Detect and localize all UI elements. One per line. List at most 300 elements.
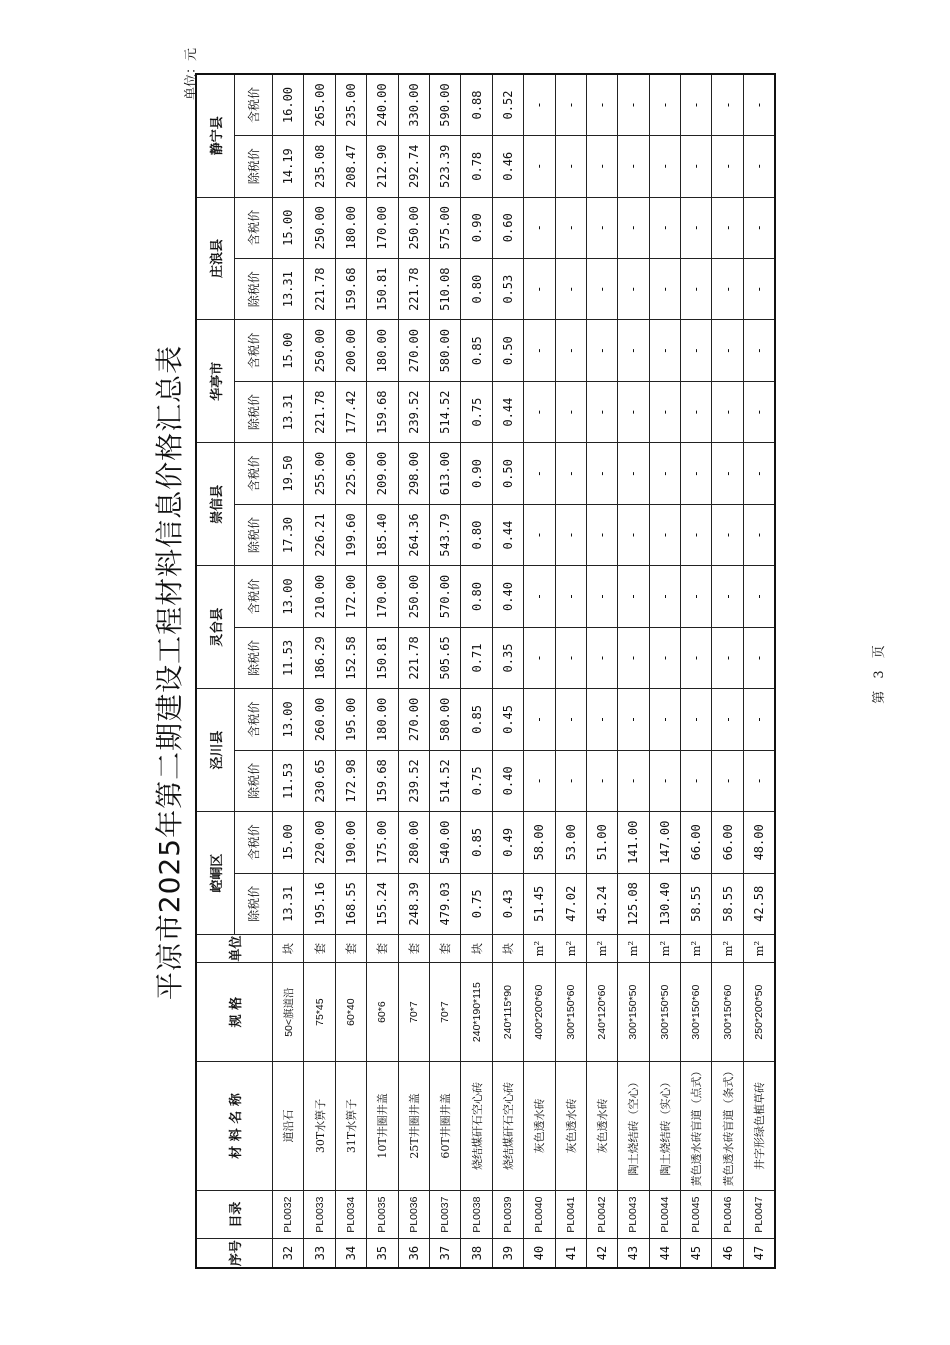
row-unit-cell: 套 bbox=[398, 935, 429, 963]
price-incl-tax-cell: - bbox=[681, 443, 712, 504]
price-incl-tax-cell: - bbox=[524, 197, 555, 258]
header-incl-tax: 含税价 bbox=[235, 443, 273, 504]
price-incl-tax-cell: 330.00 bbox=[398, 74, 429, 136]
price-excl-tax-cell: 159.68 bbox=[367, 750, 398, 811]
price-excl-tax-cell: - bbox=[555, 627, 586, 688]
header-region: 静宁县 bbox=[196, 74, 235, 197]
price-incl-tax-cell: - bbox=[649, 566, 680, 627]
price-incl-tax-cell: - bbox=[586, 74, 617, 136]
price-excl-tax-cell: 125.08 bbox=[618, 873, 649, 934]
header-incl-tax: 含税价 bbox=[235, 566, 273, 627]
row-code-cell: PL0032 bbox=[273, 1190, 304, 1238]
price-excl-tax-cell: - bbox=[681, 504, 712, 565]
row-spec-cell: 300*150*50 bbox=[649, 963, 680, 1062]
row-unit-cell: 套 bbox=[335, 935, 366, 963]
price-incl-tax-cell: - bbox=[618, 320, 649, 381]
row-code-cell: PL0042 bbox=[586, 1190, 617, 1238]
row-unit-cell: 套 bbox=[367, 935, 398, 963]
row-code-cell: PL0047 bbox=[743, 1190, 775, 1238]
header-incl-tax: 含税价 bbox=[235, 812, 273, 873]
price-excl-tax-cell: 0.78 bbox=[461, 136, 492, 197]
price-excl-tax-cell: - bbox=[524, 258, 555, 319]
row-seq-cell: 46 bbox=[712, 1239, 743, 1268]
row-name-cell: 黄色透水砖盲道（点式） bbox=[681, 1061, 712, 1190]
row-seq-cell: 36 bbox=[398, 1239, 429, 1268]
price-incl-tax-cell: 13.00 bbox=[273, 689, 304, 750]
price-incl-tax-cell: 255.00 bbox=[304, 443, 335, 504]
table-row bbox=[461, 74, 492, 1268]
price-excl-tax-cell: - bbox=[743, 258, 775, 319]
price-incl-tax-cell: - bbox=[555, 320, 586, 381]
row-seq-cell: 34 bbox=[335, 1239, 366, 1268]
row-code-cell: PL0040 bbox=[524, 1190, 555, 1238]
price-excl-tax-cell: 226.21 bbox=[304, 504, 335, 565]
price-excl-tax-cell: 248.39 bbox=[398, 873, 429, 934]
price-incl-tax-cell: - bbox=[524, 566, 555, 627]
table-row bbox=[335, 74, 366, 1268]
row-unit-cell: m² bbox=[586, 935, 617, 963]
price-excl-tax-cell: - bbox=[712, 381, 743, 442]
price-incl-tax-cell: - bbox=[618, 566, 649, 627]
price-excl-tax-cell: - bbox=[555, 136, 586, 197]
price-excl-tax-cell: 177.42 bbox=[335, 381, 366, 442]
row-seq-cell: 44 bbox=[649, 1239, 680, 1268]
page-title: 平凉市2025年第二期建设工程材料信息价格汇总表 bbox=[153, 344, 186, 1001]
row-unit-cell: m² bbox=[649, 935, 680, 963]
price-excl-tax-cell: 0.44 bbox=[492, 504, 523, 565]
row-unit-cell: 套 bbox=[429, 935, 460, 963]
price-incl-tax-cell: 66.00 bbox=[681, 812, 712, 873]
price-incl-tax-cell: 190.00 bbox=[335, 812, 366, 873]
row-spec-cell: 300*150*60 bbox=[712, 963, 743, 1062]
price-excl-tax-cell: 0.35 bbox=[492, 627, 523, 688]
price-excl-tax-cell: 58.55 bbox=[712, 873, 743, 934]
row-seq-cell: 47 bbox=[743, 1239, 775, 1268]
row-name-cell: 25T井圈井盖 bbox=[398, 1061, 429, 1190]
price-excl-tax-cell: 150.81 bbox=[367, 627, 398, 688]
row-seq-cell: 43 bbox=[618, 1239, 649, 1268]
price-excl-tax-cell: 58.55 bbox=[681, 873, 712, 934]
price-incl-tax-cell: - bbox=[681, 320, 712, 381]
price-incl-tax-cell: 225.00 bbox=[335, 443, 366, 504]
price-incl-tax-cell: 250.00 bbox=[398, 197, 429, 258]
price-excl-tax-cell: 130.40 bbox=[649, 873, 680, 934]
table-row bbox=[681, 74, 712, 1268]
price-incl-tax-cell: 13.00 bbox=[273, 566, 304, 627]
table-row bbox=[304, 74, 335, 1268]
row-name-cell: 31T水箅子 bbox=[335, 1061, 366, 1190]
header-seq: 序号 bbox=[196, 1239, 273, 1268]
price-excl-tax-cell: - bbox=[681, 750, 712, 811]
price-incl-tax-cell: 0.85 bbox=[461, 320, 492, 381]
price-excl-tax-cell: - bbox=[555, 750, 586, 811]
price-incl-tax-cell: - bbox=[743, 74, 775, 136]
row-spec-cell: 240*115*90 bbox=[492, 963, 523, 1062]
price-incl-tax-cell: - bbox=[649, 197, 680, 258]
price-excl-tax-cell: 514.52 bbox=[429, 381, 460, 442]
price-incl-tax-cell: - bbox=[743, 320, 775, 381]
row-seq-cell: 40 bbox=[524, 1239, 555, 1268]
header-excl-tax: 除税价 bbox=[235, 136, 273, 197]
price-incl-tax-cell: - bbox=[524, 74, 555, 136]
table-row bbox=[555, 74, 586, 1268]
price-excl-tax-cell: 221.78 bbox=[398, 627, 429, 688]
price-incl-tax-cell: 613.00 bbox=[429, 443, 460, 504]
price-incl-tax-cell: - bbox=[681, 74, 712, 136]
price-incl-tax-cell: 575.00 bbox=[429, 197, 460, 258]
price-excl-tax-cell: - bbox=[743, 627, 775, 688]
price-excl-tax-cell: 150.81 bbox=[367, 258, 398, 319]
header-region: 灵台县 bbox=[196, 566, 235, 689]
price-excl-tax-cell: 17.30 bbox=[273, 504, 304, 565]
price-excl-tax-cell: 0.75 bbox=[461, 750, 492, 811]
header-incl-tax: 含税价 bbox=[235, 74, 273, 136]
price-excl-tax-cell: - bbox=[649, 627, 680, 688]
price-excl-tax-cell: 159.68 bbox=[335, 258, 366, 319]
price-incl-tax-cell: 170.00 bbox=[367, 566, 398, 627]
row-code-cell: PL0035 bbox=[367, 1190, 398, 1238]
price-incl-tax-cell: 0.50 bbox=[492, 320, 523, 381]
table-row bbox=[618, 74, 649, 1268]
header-excl-tax: 除税价 bbox=[235, 750, 273, 811]
price-excl-tax-cell: - bbox=[618, 136, 649, 197]
row-unit-cell: m² bbox=[681, 935, 712, 963]
price-incl-tax-cell: 147.00 bbox=[649, 812, 680, 873]
row-seq-cell: 38 bbox=[461, 1239, 492, 1268]
price-excl-tax-cell: - bbox=[743, 504, 775, 565]
header-region: 庄浪县 bbox=[196, 197, 235, 320]
price-excl-tax-cell: - bbox=[649, 258, 680, 319]
row-spec-cell: 300*150*60 bbox=[555, 963, 586, 1062]
row-code-cell: PL0039 bbox=[492, 1190, 523, 1238]
price-incl-tax-cell: 0.49 bbox=[492, 812, 523, 873]
row-unit-cell: 块 bbox=[273, 935, 304, 963]
price-excl-tax-cell: 221.78 bbox=[304, 258, 335, 319]
price-excl-tax-cell: - bbox=[618, 504, 649, 565]
price-incl-tax-cell: 0.40 bbox=[492, 566, 523, 627]
header-region: 华亭市 bbox=[196, 320, 235, 443]
row-unit-cell: m² bbox=[712, 935, 743, 963]
price-incl-tax-cell: 51.00 bbox=[586, 812, 617, 873]
row-unit-cell: 套 bbox=[304, 935, 335, 963]
price-excl-tax-cell: 292.74 bbox=[398, 136, 429, 197]
row-spec-cell: 70*7 bbox=[398, 963, 429, 1062]
price-incl-tax-cell: 0.85 bbox=[461, 689, 492, 750]
price-incl-tax-cell: - bbox=[524, 443, 555, 504]
price-excl-tax-cell: - bbox=[586, 504, 617, 565]
price-incl-tax-cell: 260.00 bbox=[304, 689, 335, 750]
price-excl-tax-cell: 212.90 bbox=[367, 136, 398, 197]
header-excl-tax: 除税价 bbox=[235, 381, 273, 442]
price-excl-tax-cell: 0.71 bbox=[461, 627, 492, 688]
price-incl-tax-cell: - bbox=[649, 689, 680, 750]
price-excl-tax-cell: 13.31 bbox=[273, 258, 304, 319]
row-seq-cell: 42 bbox=[586, 1239, 617, 1268]
price-incl-tax-cell: - bbox=[649, 74, 680, 136]
row-spec-cell: 250*200*50 bbox=[743, 963, 775, 1062]
price-excl-tax-cell: 0.80 bbox=[461, 504, 492, 565]
price-incl-tax-cell: 540.00 bbox=[429, 812, 460, 873]
table-row bbox=[367, 74, 398, 1268]
price-incl-tax-cell: - bbox=[712, 320, 743, 381]
header-name: 材 料 名 称 bbox=[196, 1061, 273, 1190]
price-incl-tax-cell: 195.00 bbox=[335, 689, 366, 750]
price-incl-tax-cell: - bbox=[618, 689, 649, 750]
row-name-cell: 道沿石 bbox=[273, 1061, 304, 1190]
price-incl-tax-cell: 180.00 bbox=[335, 197, 366, 258]
price-table bbox=[195, 73, 776, 1269]
price-excl-tax-cell: 13.31 bbox=[273, 381, 304, 442]
row-unit-cell: m² bbox=[555, 935, 586, 963]
price-incl-tax-cell: - bbox=[618, 197, 649, 258]
row-spec-cell: 300*150*60 bbox=[681, 963, 712, 1062]
price-excl-tax-cell: 199.60 bbox=[335, 504, 366, 565]
price-excl-tax-cell: 0.40 bbox=[492, 750, 523, 811]
price-incl-tax-cell: - bbox=[586, 320, 617, 381]
price-incl-tax-cell: 590.00 bbox=[429, 74, 460, 136]
table-body bbox=[273, 74, 776, 1268]
price-incl-tax-cell: 210.00 bbox=[304, 566, 335, 627]
price-excl-tax-cell: 239.52 bbox=[398, 381, 429, 442]
price-excl-tax-cell: - bbox=[586, 627, 617, 688]
header-incl-tax: 含税价 bbox=[235, 320, 273, 381]
price-excl-tax-cell: - bbox=[524, 627, 555, 688]
row-spec-cell: 60*40 bbox=[335, 963, 366, 1062]
price-incl-tax-cell: - bbox=[524, 320, 555, 381]
price-excl-tax-cell: - bbox=[524, 504, 555, 565]
price-incl-tax-cell: 19.50 bbox=[273, 443, 304, 504]
price-excl-tax-cell: - bbox=[681, 381, 712, 442]
price-incl-tax-cell: 15.00 bbox=[273, 812, 304, 873]
header-region: 崆峒区 bbox=[196, 812, 235, 935]
price-excl-tax-cell: - bbox=[524, 381, 555, 442]
row-seq-cell: 32 bbox=[273, 1239, 304, 1268]
price-excl-tax-cell: - bbox=[681, 258, 712, 319]
price-incl-tax-cell: - bbox=[712, 443, 743, 504]
row-code-cell: PL0034 bbox=[335, 1190, 366, 1238]
price-excl-tax-cell: 523.39 bbox=[429, 136, 460, 197]
row-unit-cell: m² bbox=[743, 935, 775, 963]
row-name-cell: 黄色透水砖盲道（条式） bbox=[712, 1061, 743, 1190]
price-incl-tax-cell: - bbox=[586, 197, 617, 258]
header-region: 崇信县 bbox=[196, 443, 235, 566]
price-incl-tax-cell: 170.00 bbox=[367, 197, 398, 258]
price-incl-tax-cell: 53.00 bbox=[555, 812, 586, 873]
price-incl-tax-cell: 580.00 bbox=[429, 320, 460, 381]
row-spec-cell: 75*45 bbox=[304, 963, 335, 1062]
price-excl-tax-cell: 208.47 bbox=[335, 136, 366, 197]
price-excl-tax-cell: 195.16 bbox=[304, 873, 335, 934]
price-excl-tax-cell: 51.45 bbox=[524, 873, 555, 934]
row-seq-cell: 35 bbox=[367, 1239, 398, 1268]
table-row bbox=[524, 74, 555, 1268]
row-spec-cell: 240*120*60 bbox=[586, 963, 617, 1062]
price-excl-tax-cell: 221.78 bbox=[398, 258, 429, 319]
header-excl-tax: 除税价 bbox=[235, 873, 273, 934]
price-incl-tax-cell: 235.00 bbox=[335, 74, 366, 136]
price-excl-tax-cell: 45.24 bbox=[586, 873, 617, 934]
price-incl-tax-cell: - bbox=[681, 197, 712, 258]
price-excl-tax-cell: - bbox=[618, 381, 649, 442]
price-incl-tax-cell: 580.00 bbox=[429, 689, 460, 750]
price-incl-tax-cell: - bbox=[618, 74, 649, 136]
price-excl-tax-cell: 11.53 bbox=[273, 750, 304, 811]
price-excl-tax-cell: 14.19 bbox=[273, 136, 304, 197]
price-incl-tax-cell: 270.00 bbox=[398, 689, 429, 750]
price-excl-tax-cell: 42.58 bbox=[743, 873, 775, 934]
table-row bbox=[649, 74, 680, 1268]
price-incl-tax-cell: - bbox=[555, 74, 586, 136]
price-excl-tax-cell: - bbox=[712, 258, 743, 319]
row-seq-cell: 45 bbox=[681, 1239, 712, 1268]
price-excl-tax-cell: - bbox=[586, 381, 617, 442]
row-code-cell: PL0033 bbox=[304, 1190, 335, 1238]
row-name-cell: 烧结煤矸石空心砖 bbox=[461, 1061, 492, 1190]
price-incl-tax-cell: - bbox=[681, 689, 712, 750]
row-name-cell: 井字形绿色植草砖 bbox=[743, 1061, 775, 1190]
row-seq-cell: 39 bbox=[492, 1239, 523, 1268]
price-incl-tax-cell: 200.00 bbox=[335, 320, 366, 381]
page-number: 第 3 页 bbox=[872, 641, 887, 704]
price-incl-tax-cell: 175.00 bbox=[367, 812, 398, 873]
header-incl-tax: 含税价 bbox=[235, 689, 273, 750]
row-name-cell: 陶土烧结砖（实心） bbox=[649, 1061, 680, 1190]
price-excl-tax-cell: - bbox=[681, 627, 712, 688]
table-row bbox=[429, 74, 460, 1268]
price-excl-tax-cell: - bbox=[649, 381, 680, 442]
price-excl-tax-cell: - bbox=[586, 136, 617, 197]
price-excl-tax-cell: - bbox=[649, 136, 680, 197]
price-excl-tax-cell: 0.43 bbox=[492, 873, 523, 934]
price-incl-tax-cell: 250.00 bbox=[398, 566, 429, 627]
row-code-cell: PL0044 bbox=[649, 1190, 680, 1238]
table-row bbox=[398, 74, 429, 1268]
row-unit-cell: m² bbox=[524, 935, 555, 963]
price-incl-tax-cell: 250.00 bbox=[304, 320, 335, 381]
price-incl-tax-cell: 240.00 bbox=[367, 74, 398, 136]
price-incl-tax-cell: 0.45 bbox=[492, 689, 523, 750]
row-seq-cell: 33 bbox=[304, 1239, 335, 1268]
row-name-cell: 灰色透水砖 bbox=[586, 1061, 617, 1190]
price-incl-tax-cell: - bbox=[586, 689, 617, 750]
row-unit-cell: m² bbox=[618, 935, 649, 963]
price-incl-tax-cell: - bbox=[555, 689, 586, 750]
row-code-cell: PL0037 bbox=[429, 1190, 460, 1238]
price-incl-tax-cell: 250.00 bbox=[304, 197, 335, 258]
price-incl-tax-cell: - bbox=[743, 197, 775, 258]
row-name-cell: 灰色透水砖 bbox=[524, 1061, 555, 1190]
price-incl-tax-cell: 220.00 bbox=[304, 812, 335, 873]
price-incl-tax-cell: - bbox=[649, 443, 680, 504]
price-excl-tax-cell: 0.44 bbox=[492, 381, 523, 442]
price-excl-tax-cell: 155.24 bbox=[367, 873, 398, 934]
table-row bbox=[273, 74, 304, 1268]
price-excl-tax-cell: 543.79 bbox=[429, 504, 460, 565]
header-unit: 单位 bbox=[196, 935, 273, 963]
price-incl-tax-cell: - bbox=[586, 443, 617, 504]
price-excl-tax-cell: 152.58 bbox=[335, 627, 366, 688]
price-incl-tax-cell: 280.00 bbox=[398, 812, 429, 873]
price-incl-tax-cell: 0.80 bbox=[461, 566, 492, 627]
header-code: 目录 bbox=[196, 1190, 273, 1238]
price-excl-tax-cell: - bbox=[712, 627, 743, 688]
price-incl-tax-cell: 16.00 bbox=[273, 74, 304, 136]
price-incl-tax-cell: - bbox=[712, 566, 743, 627]
price-excl-tax-cell: 186.29 bbox=[304, 627, 335, 688]
row-unit-cell: 块 bbox=[461, 935, 492, 963]
price-incl-tax-cell: 265.00 bbox=[304, 74, 335, 136]
row-seq-cell: 41 bbox=[555, 1239, 586, 1268]
price-incl-tax-cell: 66.00 bbox=[712, 812, 743, 873]
price-incl-tax-cell: 141.00 bbox=[618, 812, 649, 873]
price-incl-tax-cell: - bbox=[743, 443, 775, 504]
price-incl-tax-cell: - bbox=[743, 566, 775, 627]
row-spec-cell: 50<旗道沿 bbox=[273, 963, 304, 1062]
table-row bbox=[743, 74, 775, 1268]
price-excl-tax-cell: 239.52 bbox=[398, 750, 429, 811]
row-code-cell: PL0043 bbox=[618, 1190, 649, 1238]
price-excl-tax-cell: - bbox=[586, 258, 617, 319]
price-incl-tax-cell: 0.90 bbox=[461, 443, 492, 504]
row-spec-cell: 70*7 bbox=[429, 963, 460, 1062]
price-excl-tax-cell: - bbox=[743, 750, 775, 811]
price-excl-tax-cell: 505.65 bbox=[429, 627, 460, 688]
price-excl-tax-cell: 0.46 bbox=[492, 136, 523, 197]
price-incl-tax-cell: - bbox=[524, 689, 555, 750]
price-excl-tax-cell: 235.08 bbox=[304, 136, 335, 197]
header-excl-tax: 除税价 bbox=[235, 504, 273, 565]
price-table-container bbox=[195, 73, 776, 1269]
price-excl-tax-cell: - bbox=[649, 504, 680, 565]
price-excl-tax-cell: 230.65 bbox=[304, 750, 335, 811]
price-excl-tax-cell: 221.78 bbox=[304, 381, 335, 442]
row-spec-cell: 60*6 bbox=[367, 963, 398, 1062]
price-incl-tax-cell: 0.85 bbox=[461, 812, 492, 873]
price-excl-tax-cell: - bbox=[743, 381, 775, 442]
price-excl-tax-cell: - bbox=[712, 136, 743, 197]
price-excl-tax-cell: 47.02 bbox=[555, 873, 586, 934]
unit-note: 单位：元 bbox=[184, 47, 199, 100]
price-incl-tax-cell: - bbox=[743, 689, 775, 750]
price-incl-tax-cell: 172.00 bbox=[335, 566, 366, 627]
price-incl-tax-cell: 0.52 bbox=[492, 74, 523, 136]
price-excl-tax-cell: 11.53 bbox=[273, 627, 304, 688]
price-incl-tax-cell: - bbox=[712, 197, 743, 258]
price-incl-tax-cell: 270.00 bbox=[398, 320, 429, 381]
price-incl-tax-cell: 15.00 bbox=[273, 197, 304, 258]
price-excl-tax-cell: - bbox=[555, 258, 586, 319]
header-region: 泾川县 bbox=[196, 689, 235, 812]
price-incl-tax-cell: - bbox=[586, 566, 617, 627]
row-name-cell: 10T井圈井盖 bbox=[367, 1061, 398, 1190]
price-excl-tax-cell: 0.75 bbox=[461, 873, 492, 934]
price-incl-tax-cell: 15.00 bbox=[273, 320, 304, 381]
row-unit-cell: 块 bbox=[492, 935, 523, 963]
price-excl-tax-cell: - bbox=[743, 136, 775, 197]
price-excl-tax-cell: - bbox=[681, 136, 712, 197]
row-name-cell: 60T井圈井盖 bbox=[429, 1061, 460, 1190]
price-excl-tax-cell: 0.53 bbox=[492, 258, 523, 319]
price-excl-tax-cell: - bbox=[712, 750, 743, 811]
price-incl-tax-cell: 570.00 bbox=[429, 566, 460, 627]
price-incl-tax-cell: 58.00 bbox=[524, 812, 555, 873]
price-incl-tax-cell: 0.90 bbox=[461, 197, 492, 258]
row-spec-cell: 240*190*115 bbox=[461, 963, 492, 1062]
price-excl-tax-cell: 185.40 bbox=[367, 504, 398, 565]
price-excl-tax-cell: - bbox=[618, 627, 649, 688]
row-name-cell: 灰色透水砖 bbox=[555, 1061, 586, 1190]
row-code-cell: PL0041 bbox=[555, 1190, 586, 1238]
